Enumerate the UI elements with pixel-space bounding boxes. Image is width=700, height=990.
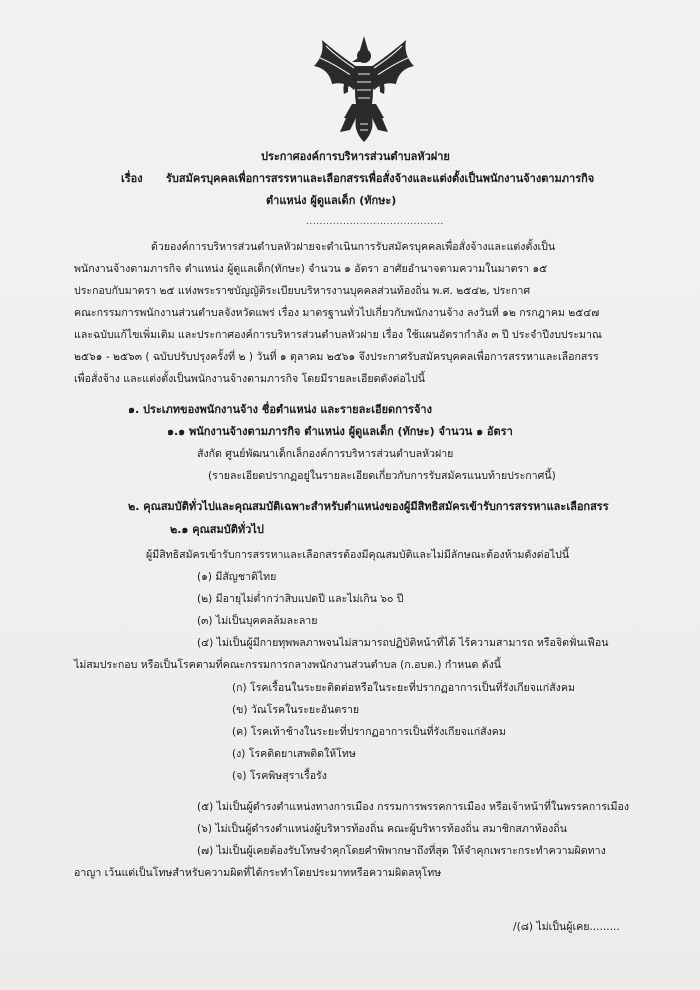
subject-text: รับสมัครบุคคลเพื่อการสรรหาและเลือกสรรเพื่อสั่งจ้างและแต่งตั้งเป็นพนักงานจ้างตามภารกิจ <box>166 172 595 185</box>
qualification-item: (๓) ไม่เป็นบุคคลล้มละลาย <box>197 615 318 627</box>
qualification-item: (๕) ไม่เป็นผู้ดำรงตำแหน่งทางการเมือง กรรมการพรรคการเมือง หรือเจ้าหน้าที่ในพรรคการเมือง <box>197 801 630 813</box>
qualification-item: (๒) มีอายุไม่ต่ำกว่าสิบแปดปี และไม่เกิน ๖๐ ปี <box>197 593 404 605</box>
intro-line-4: คณะกรรมการพนักงานส่วนตำบลจังหวัดแพร่ เรื่อง มาตรฐานทั่วไปเกี่ยวกับพนักงานจ้าง ลงวันที่ ๑๒ กรกฎาคม ๒๕๔๗ <box>74 307 600 319</box>
disease-item: (ง) โรคติดยาเสพติดให้โทษ <box>232 748 356 760</box>
section2-sub1: ๒.๑ คุณสมบัติทั่วไป <box>170 523 264 536</box>
intro-line-7: เพื่อสั่งจ้าง และแต่งตั้งเป็นพนักงานจ้างตามภารกิจ โดยมีรายละเอียดดังต่อไปนี้ <box>74 373 426 385</box>
qualification-item: (๔) ไม่เป็นผู้มีกายทุพพลภาพจนไม่สามารถปฏิบัติหน้าที่ได้ ไร้ความสามารถ หรือจิตฟั่นเฟือน <box>197 637 609 649</box>
announcement-title: ประกาศองค์การบริหารส่วนตำบลหัวฝาย <box>261 150 450 163</box>
position-title: ตำแหน่ง ผู้ดูแลเด็ก (ทักษะ) <box>266 194 397 207</box>
qualification-item: (๑) มีสัญชาติไทย <box>197 571 277 583</box>
section2-heading: ๒. คุณสมบัติทั่วไปและคุณสมบัติเฉพาะสำหรับตำแหน่งของผู้มีสิทธิสมัครเข้ารับการสรรหาและเลือกสรร <box>128 500 609 513</box>
qualification-item: (๖) ไม่เป็นผู้ดำรงตำแหน่งผู้บริหารท้องถิ่น คณะผู้บริหารท้องถิ่น สมาชิกสภาท้องถิ่น <box>197 823 567 835</box>
section2-intro: ผู้มีสิทธิสมัครเข้ารับการสรรหาและเลือกสรรต้องมีคุณสมบัติและไม่มีลักษณะต้องห้ามดังต่อไปนี้ <box>146 549 570 561</box>
continuation-note: /(๘) ไม่เป็นผู้เคย......... <box>513 921 620 933</box>
section1-heading: ๑. ประเภทของพนักงานจ้าง ชื่อตำแหน่ง และรายละเอียดการจ้าง <box>128 403 432 416</box>
header-separator: ......................................... <box>306 217 444 227</box>
intro-line-3: ประกอบกับมาตรา ๒๕ แห่งพระราชบัญญัติระเบียบบริหารงานบุคคลส่วนท้องถิ่น พ.ศ. ๒๕๔๒, ประกาศ <box>74 285 531 297</box>
qualification-item-7-cont: อาญา เว้นแต่เป็นโทษสำหรับความผิดที่ได้กระทำโดยประมาทหรือความผิดลหุโทษ <box>74 867 442 879</box>
intro-line-5: และฉบับแก้ไขเพิ่มเติม และประกาศองค์การบริหารส่วนตำบลหัวฝาย เรื่อง ใช้แผนอัตรากำลัง ๓ ปี ประจำปีงบประมาณ <box>74 329 602 341</box>
garuda-emblem-icon <box>310 32 418 144</box>
section1-sub1: ๑.๑ พนักงานจ้างตามภารกิจ ตำแหน่ง ผู้ดูแลเด็ก (ทักษะ) จำนวน ๑ อัตรา <box>167 425 513 438</box>
disease-item: (จ) โรคพิษสุราเรื้อรัง <box>232 770 327 782</box>
intro-line-1: ด้วยองค์การบริหารส่วนตำบลหัวฝายจะดำเนินการรับสมัครบุคคลเพื่อสั่งจ้างและแต่งตั้งเป็น <box>151 241 556 253</box>
section1-sub1-line3: (รายละเอียดปรากฏอยู่ในรายละเอียดเกี่ยวกับการรับสมัครแนบท้ายประกาศนี้) <box>208 470 556 482</box>
subject-label: เรื่อง <box>121 172 143 185</box>
intro-line-2: พนักงานจ้างตามภารกิจ ตำแหน่ง ผู้ดูแลเด็ก(ทักษะ) จำนวน ๑ อัตรา อาศัยอำนาจตามความในมาตรา ๑๕ <box>74 263 548 275</box>
disease-item: (ข) วัณโรคในระยะอันตราย <box>232 704 360 716</box>
qualification-item: (๗) ไม่เป็นผู้เคยต้องรับโทษจำคุกโดยคำพิพากษาถึงที่สุด ให้จำคุกเพราะกระทำความผิดทาง <box>197 845 606 857</box>
qualification-item-4-cont: ไม่สมประกอบ หรือเป็นโรคตามที่คณะกรรมการกลางพนักงานส่วนตำบล (ก.อบต.) กำหนด ดังนี้ <box>74 659 502 671</box>
disease-item: (ค) โรคเท้าช้างในระยะที่ปรากฏอาการเป็นที่รังเกียจแก่สังคม <box>232 726 506 738</box>
section1-sub1-line2: สังกัด ศูนย์พัฒนาเด็กเล็กองค์การบริหารส่วนตำบลหัวฝาย <box>197 448 454 460</box>
intro-line-6: ๒๕๖๑ - ๒๕๖๓ ( ฉบับปรับปรุงครั้งที่ ๒ ) วันที่ ๑ ตุลาคม ๒๕๖๑ จึงประกาศรับสมัครบุคคลเพื่อการสรรหาและเลือกสรร <box>74 351 599 363</box>
disease-item: (ก) โรคเรื้อนในระยะติดต่อหรือในระยะที่ปรากฏอาการเป็นที่รังเกียจแก่สังคม <box>232 682 575 694</box>
